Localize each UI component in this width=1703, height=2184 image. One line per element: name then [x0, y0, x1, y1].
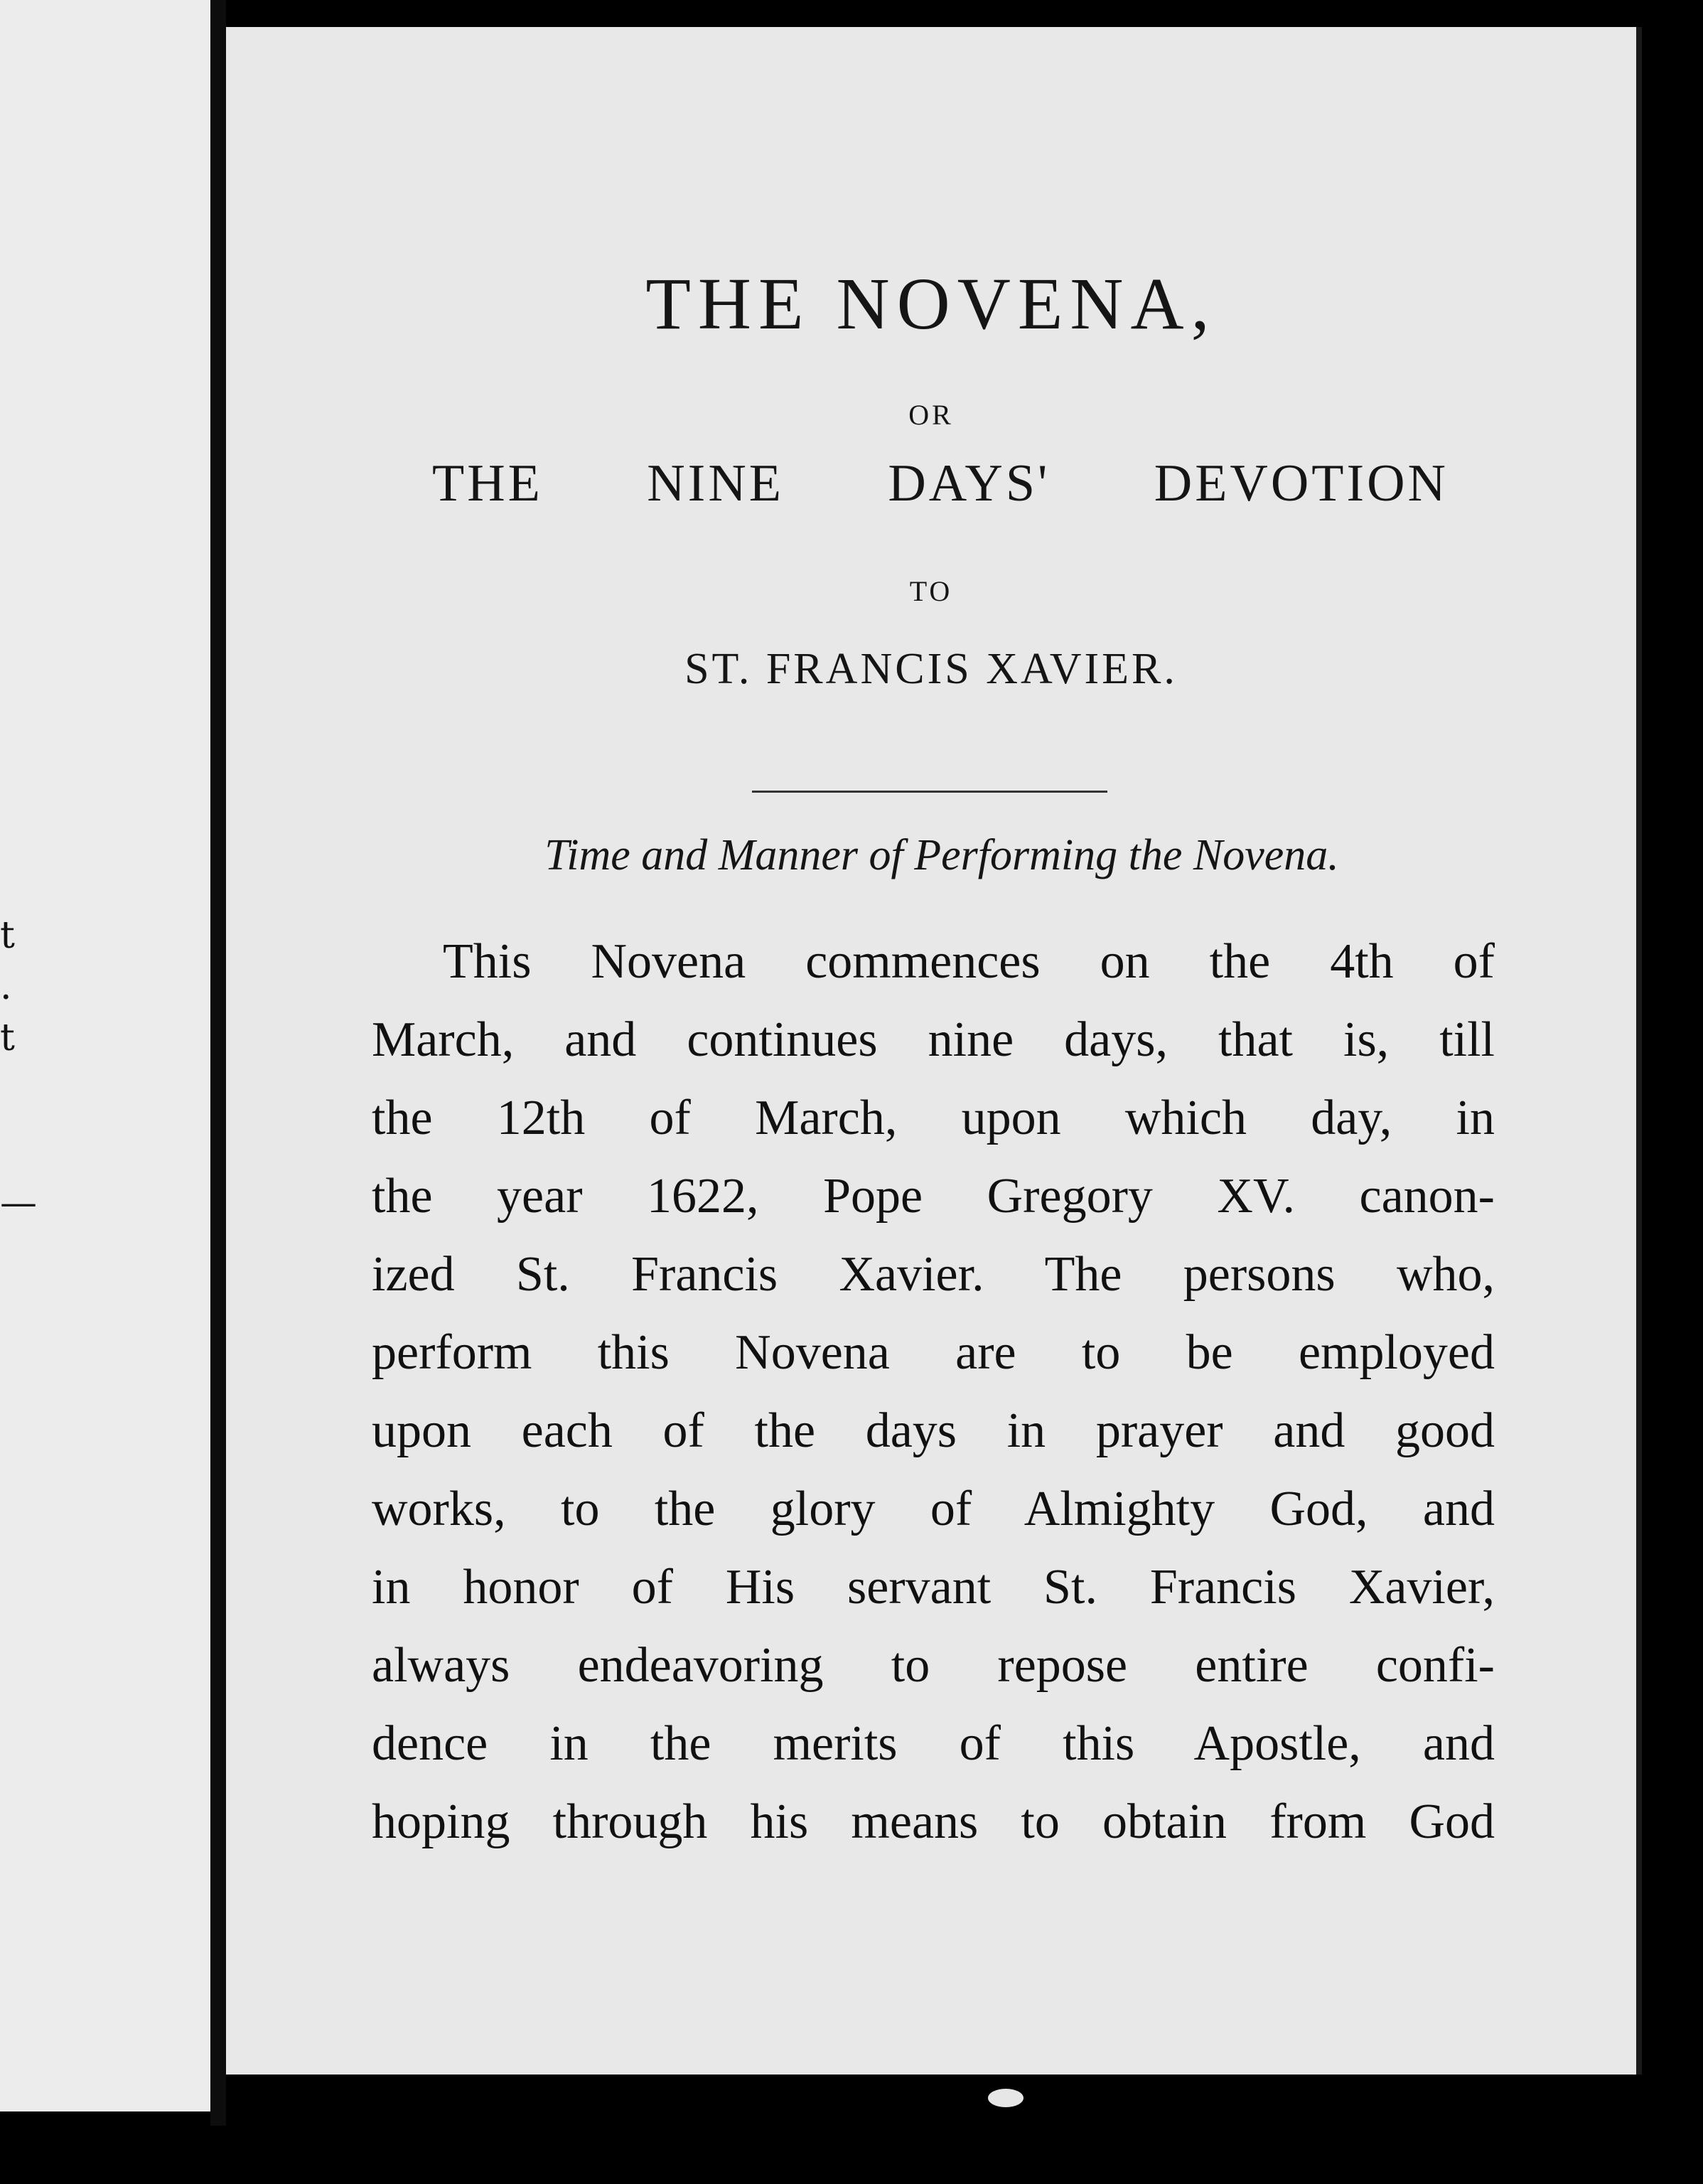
body-line: the 12th of March, upon which day, in	[372, 1091, 1495, 1145]
section-subheading: Time and Manner of Performing the Novena.	[544, 831, 1339, 879]
left-fragment: —	[0, 1182, 37, 1224]
body-line: hoping through his means to obtain from God	[372, 1794, 1495, 1849]
subtitle	[432, 454, 1449, 514]
scan-smudge	[988, 2089, 1024, 2107]
left-page-fragments	[0, 914, 37, 1236]
body-line: in honor of His servant St. Francis Xavier,	[372, 1560, 1495, 1615]
divider-rule	[752, 791, 1107, 793]
left-facing-page	[0, 0, 210, 2111]
or-line: OR	[908, 399, 954, 431]
body-line: ized St. Francis Xavier. The persons who,	[372, 1247, 1495, 1302]
body-line: upon each of the days in prayer and good	[372, 1403, 1495, 1458]
book-page	[226, 27, 1642, 2075]
left-fragment: .	[0, 965, 12, 1008]
subtitle-word: DEVOTION	[1154, 454, 1449, 513]
subtitle-word: NINE	[647, 454, 784, 513]
book-spine	[210, 0, 226, 2126]
saint-name: ST. FRANCIS XAVIER.	[684, 645, 1178, 693]
body-paragraph	[372, 923, 1495, 1861]
body-line: works, to the glory of Almighty God, and	[372, 1482, 1495, 1536]
body-line: perform this Novena are to be employed	[372, 1325, 1495, 1380]
body-line: always endeavoring to repose entire confi-	[372, 1638, 1495, 1693]
page-title: THE NOVENA,	[645, 263, 1217, 345]
left-fragment: t	[0, 1017, 15, 1059]
body-line: March, and continues nine days, that is, till	[372, 1012, 1495, 1067]
subtitle-word: THE	[432, 454, 543, 513]
to-line: TO	[909, 575, 953, 607]
left-fragment: t	[0, 914, 15, 957]
body-line: the year 1622, Pope Gregory XV. canon-	[372, 1169, 1495, 1224]
body-line: This Novena commences on the 4th of	[443, 934, 1495, 989]
body-line: dence in the merits of this Apostle, and	[372, 1716, 1495, 1771]
subtitle-word: DAYS'	[888, 454, 1051, 513]
